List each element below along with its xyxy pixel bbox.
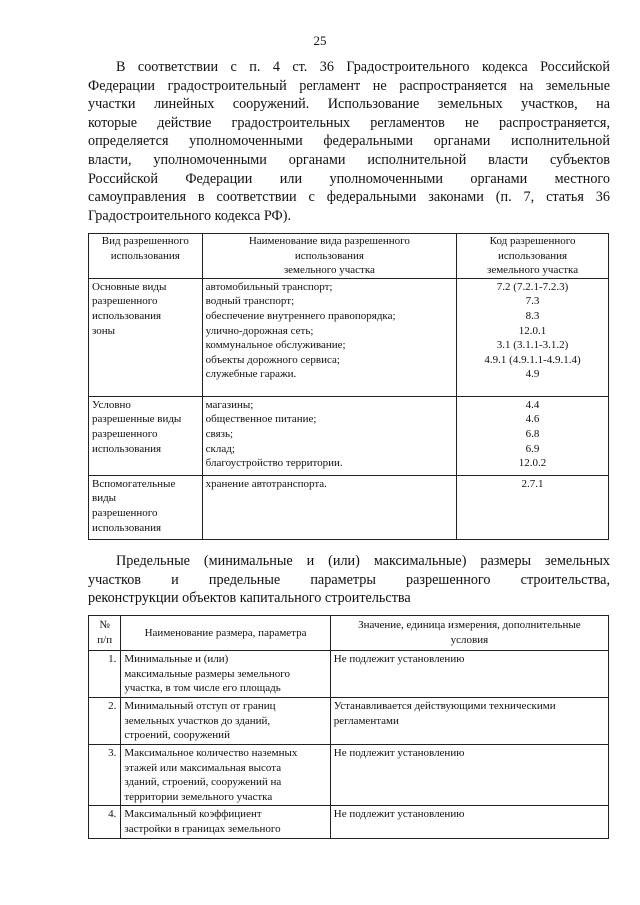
cell-line: Не подлежит установлению — [333, 747, 465, 759]
limits-title-line: Предельные (минимальные и (или) максимальные) размеры земельных — [116, 553, 610, 569]
cell-line: участка, в том числе его площадь — [124, 682, 281, 695]
limits-table — [88, 615, 609, 839]
cell-line: 6.8 — [525, 427, 540, 440]
cell-line: служебные гаражи. — [205, 368, 297, 381]
cell-line: виды — [92, 492, 117, 505]
header-parameter-name — [121, 616, 330, 651]
cell-line: 4.4 — [525, 398, 540, 411]
cell-line: строений, сооружений — [124, 729, 230, 742]
cell-line: 3.1 (3.1.1-3.1.2) — [496, 339, 569, 352]
parameter-name-cell — [121, 698, 330, 745]
intro-paragraph — [88, 58, 610, 225]
use-type-cell — [89, 475, 203, 539]
use-name-cell — [202, 475, 456, 539]
intro-line: В соответствии с п. 4 ст. 36 Градостроительного кодекса Российской — [116, 59, 610, 75]
table-header-row — [89, 616, 609, 651]
table-row — [89, 651, 609, 698]
cell-line: коммунальное обслуживание; — [205, 339, 346, 352]
cell-line: максимальные размеры земельного — [124, 667, 291, 680]
cell-line: обеспечение внутреннего правопорядка; — [205, 309, 396, 322]
cell-line: разрешенного — [92, 506, 158, 519]
header-line: п/п — [97, 634, 113, 646]
cell-line: Вспомогательные — [92, 477, 176, 490]
cell-line: 2.7.1 — [521, 477, 544, 490]
cell-line: застройки в границах земельного — [124, 822, 281, 835]
cell-line: склад; — [205, 442, 235, 455]
parameter-name-cell — [121, 745, 330, 806]
cell-line: территории земельного участка — [124, 790, 273, 803]
use-type-cell — [89, 396, 203, 475]
cell-line: магазины; — [205, 398, 254, 411]
cell-line: связь; — [205, 427, 234, 440]
table-row — [89, 698, 609, 745]
header-line: использования — [294, 249, 364, 262]
cell-line: зоны — [92, 324, 116, 337]
use-code-cell — [457, 396, 609, 475]
cell-line: улично-дорожная сеть; — [205, 324, 314, 337]
table-header-row — [89, 234, 609, 279]
cell-line: зданий, строений, сооружений на — [124, 776, 282, 789]
header-line: использования — [498, 249, 568, 262]
cell-line: использования — [92, 309, 162, 322]
table-row — [89, 278, 609, 396]
header-line: земельного участка — [486, 264, 579, 277]
cell-line: 12.0.2 — [518, 457, 547, 470]
cell-line: Минимальные и (или) — [124, 653, 229, 665]
table-row — [89, 475, 609, 539]
cell-line: регламентами — [333, 714, 399, 727]
limits-title-line: участков и предельные параметры разрешенного строительства, — [88, 571, 610, 588]
header-use-type — [89, 234, 203, 279]
header-line: Вид разрешенного — [101, 235, 189, 247]
cell-line: Максимальное количество наземных — [124, 747, 298, 759]
cell-line: водный транспорт; — [205, 295, 295, 308]
limits-title — [88, 552, 610, 608]
intro-line: Федерации градостроительный регламент не распространяется на земельные — [88, 77, 610, 94]
cell-line: Условно — [92, 398, 131, 411]
header-line: использования — [110, 249, 180, 262]
table-row — [89, 806, 609, 838]
cell-line: 7.3 — [525, 295, 540, 308]
cell-line: Устанавливается действующими техническими — [333, 700, 556, 712]
parameter-name-cell — [121, 806, 330, 838]
intro-line: участки линейных сооружений. Использование земельных участков, на — [88, 96, 610, 113]
cell-line: благоустройство территории. — [205, 457, 343, 470]
cell-line: 4.9 — [525, 368, 540, 381]
cell-line: использования — [92, 521, 162, 534]
cell-line: общественное питание; — [205, 413, 317, 426]
header-line: Значение, единица измерения, дополнительные — [358, 619, 581, 632]
table-row — [89, 396, 609, 475]
cell-line: Не подлежит установлению — [333, 653, 465, 665]
header-number — [89, 616, 121, 651]
intro-line: Градостроительного кодекса РФ). — [88, 207, 292, 224]
cell-line: земельных участков до зданий, — [124, 714, 271, 727]
parameter-value-cell — [330, 745, 608, 806]
cell-line: 8.3 — [525, 309, 540, 322]
cell-line: разрешенного — [92, 427, 158, 440]
intro-line: власти, уполномоченными органами исполнительной власти субъектов — [88, 151, 610, 168]
parameter-name-cell — [121, 651, 330, 698]
cell-line: объекты дорожного сервиса; — [205, 353, 340, 366]
use-name-cell — [202, 278, 456, 396]
cell-line: 6.9 — [525, 442, 540, 455]
cell-line: использования — [92, 442, 162, 455]
intro-line: Российской Федерации или уполномоченными органами местного — [88, 170, 610, 187]
header-line: Наименование размера, параметра — [144, 626, 307, 639]
use-type-cell — [89, 278, 203, 396]
cell-line: 12.0.1 — [518, 324, 547, 337]
intro-line: самоуправления в соответствии с федеральными законами (п. 7, статья 36 — [88, 189, 610, 206]
parameter-value-cell — [330, 806, 608, 838]
header-line: Наименование вида разрешенного — [248, 235, 410, 247]
row-number: 1. — [89, 651, 121, 698]
use-code-cell — [457, 278, 609, 396]
limits-title-line: реконструкции объектов капитального строительства — [88, 590, 411, 607]
cell-line: хранение автотранспорта. — [205, 477, 327, 490]
header-use-name — [202, 234, 456, 279]
intro-line: определяется уполномоченными федеральными органами исполнительной — [88, 133, 610, 150]
row-number: 2. — [89, 698, 121, 745]
cell-line: 4.6 — [525, 413, 540, 426]
cell-line: этажей или максимальная высота — [124, 761, 282, 774]
permitted-use-table — [88, 233, 609, 540]
parameter-value-cell — [330, 698, 608, 745]
table-row — [89, 745, 609, 806]
use-name-cell — [202, 396, 456, 475]
header-use-code — [457, 234, 609, 279]
page-number: 25 — [313, 33, 327, 48]
cell-line: 4.9.1 (4.9.1.1-4.9.1.4) — [484, 353, 581, 366]
header-line: условия — [450, 634, 489, 646]
cell-line: 7.2 (7.2.1-7.2.3) — [496, 280, 569, 293]
cell-line: автомобильный транспорт; — [205, 280, 333, 293]
use-code-cell — [457, 475, 609, 539]
cell-line: разрешенного — [92, 295, 158, 308]
cell-line: Минимальный отступ от границ — [124, 700, 276, 712]
cell-line: разрешенные виды — [92, 413, 182, 426]
cell-line: Максимальный коэффициент — [124, 808, 262, 821]
parameter-value-cell — [330, 651, 608, 698]
header-line: земельного участка — [283, 264, 375, 277]
cell-line: Не подлежит установлению — [333, 808, 465, 821]
intro-line: которые действие градостроительных регламентов не распространяется, — [88, 114, 610, 131]
row-number: 4. — [89, 806, 121, 838]
header-line: № — [99, 619, 110, 632]
cell-line: Основные виды — [92, 280, 167, 293]
header-parameter-value — [330, 616, 608, 651]
row-number: 3. — [89, 745, 121, 806]
header-line: Код разрешенного — [489, 235, 576, 247]
